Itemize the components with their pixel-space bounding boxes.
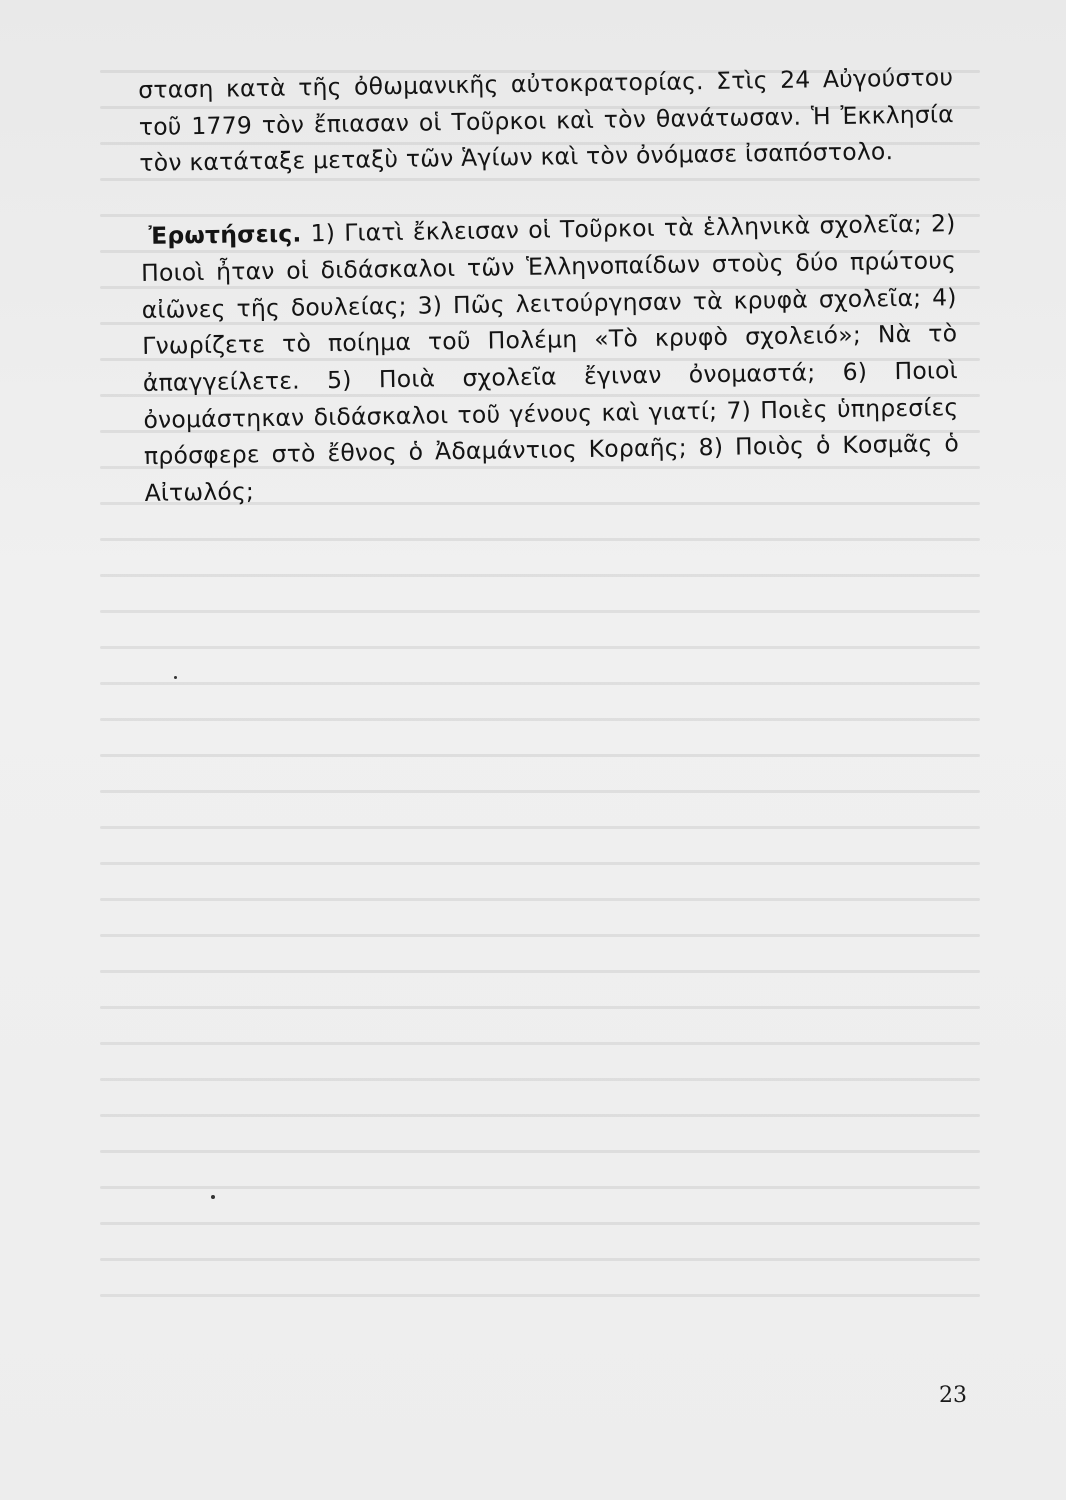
questions-paragraph [140, 205, 960, 511]
print-speck [174, 676, 177, 679]
page-number: 23 [939, 1383, 967, 1408]
paragraph-ending: σταση κατὰ τῆς ὀθωμανικῆς αὐτοκρατορίας. Στὶς 24 Αὐγούστου τοῦ 1779 τὸν ἔπιασαν οἱ Τοῦρκοι καὶ τὸν θανάτωσαν. Ἡ Ἐκκλησία τὸν κατάταξε μεταξὺ τῶν Ἁγίων καὶ τὸν ὀνόμασε ἰσαπόστολο. [138, 63, 954, 178]
questions-text: 1) Γιατὶ ἔκλεισαν οἱ Τοῦρκοι τὰ ἑλληνικὰ σχολεῖα; 2) Ποιοὶ ἦταν οἱ διδάσκαλοι τῶν Ἑλληνοπαίδων στοὺς δύο πρώτους αἰῶνες τῆς δουλείας; 3) Πῶς λειτούργησαν τὰ κρυφὰ σχολεῖα; 4) Γνωρίζετε τὸ ποίημα τοῦ Πολέμη «Τὸ κρυφὸ σχολειό»; Νὰ τὸ ἀπαγγείλετε. 5) Ποιὰ σχολεῖα ἔγιναν ὀνομαστά; 6) Ποιοὶ ὀνομάστηκαν διδάσκαλοι τοῦ γένους καὶ γιατί; 7) Ποιὲς ὑπηρεσίες πρόσφερε στὸ ἔθνος ὁ Ἀδαμάντιος Κοραῆς; 8) Ποιὸς ὁ Κοσμᾶς ὁ Αἰτωλός; [140, 209, 960, 507]
body-text [138, 59, 960, 511]
questions-label: Ἐρωτήσεις. [148, 219, 302, 250]
print-speck [211, 1195, 215, 1199]
